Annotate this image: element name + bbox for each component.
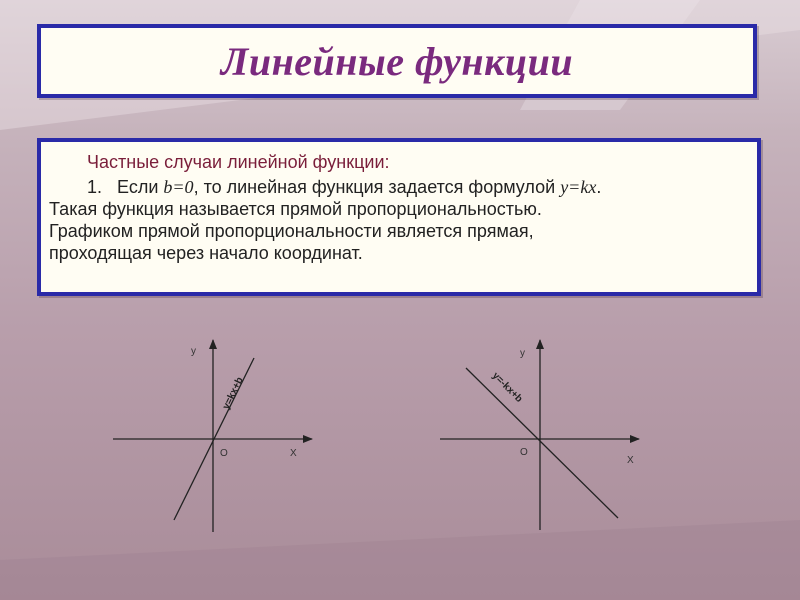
line-2: Такая функция называется прямой пропорциональностью. — [49, 199, 542, 219]
y-axis-label-2: у — [520, 348, 525, 359]
graph-positive-slope — [113, 340, 312, 532]
origin-label-1: О — [220, 448, 228, 459]
function-label-2: y=-kx+b — [489, 370, 525, 405]
formula: y=kx — [560, 177, 597, 197]
slide-title: Линейные функции — [220, 38, 574, 84]
item-number: 1. — [87, 177, 103, 197]
line-3: Графиком прямой пропорциональности является прямая, — [49, 221, 534, 241]
origin-label-2: О — [520, 447, 528, 458]
graph-negative-slope — [440, 340, 639, 530]
function-label-1: y=kx+b — [220, 375, 246, 412]
x-axis-label-1: Х — [290, 448, 297, 459]
y-axis-label-1: у — [191, 346, 196, 357]
subtitle: Частные случаи линейной функции: — [87, 152, 390, 172]
condition: b=0 — [163, 177, 194, 197]
line-4: проходящая через начало координат. — [49, 243, 363, 263]
x-axis-label-2: Х — [627, 455, 634, 466]
item-text-1: Если — [117, 177, 164, 197]
item-text-2: , то линейная функция задается формулой — [193, 177, 561, 197]
item-text-3: . — [596, 177, 602, 197]
function-line-2 — [466, 368, 618, 518]
